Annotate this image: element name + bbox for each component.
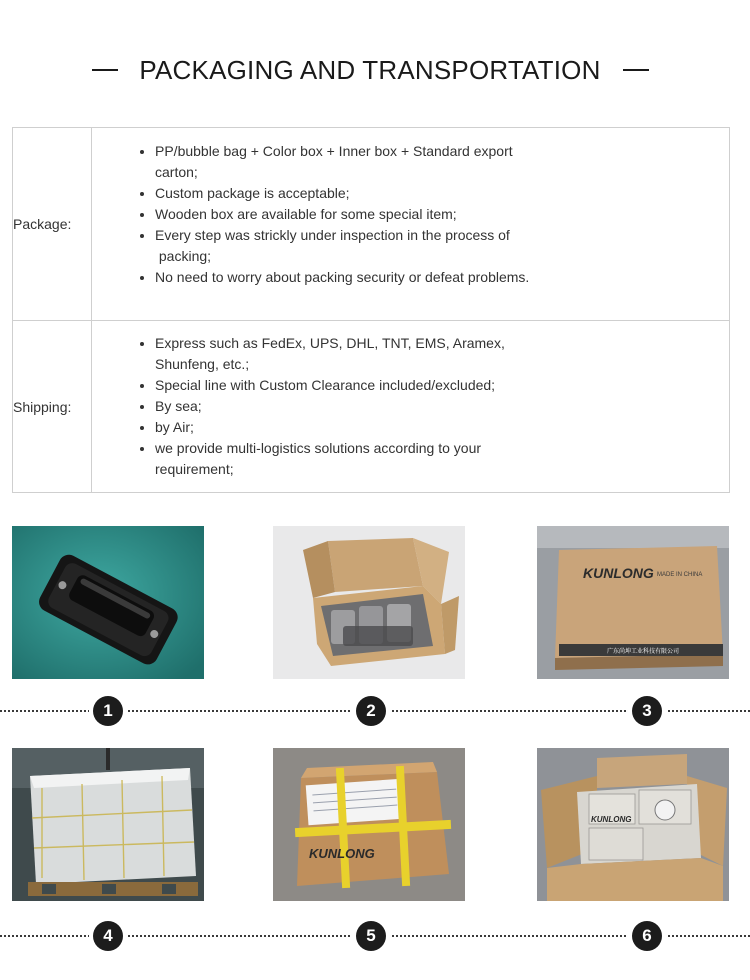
photo-open-box bbox=[273, 526, 465, 679]
photo-inner-boxes bbox=[537, 748, 729, 901]
photo-strapped-carton bbox=[273, 748, 465, 901]
list-item: By sea; bbox=[135, 396, 535, 417]
package-details bbox=[92, 128, 729, 320]
inner-boxes-image bbox=[537, 748, 729, 901]
step-badge-2: 2 bbox=[356, 696, 386, 726]
photo-branded-carton bbox=[537, 526, 729, 679]
step-badge-3: 3 bbox=[632, 696, 662, 726]
package-list bbox=[135, 141, 535, 288]
carton-brand-text: KUNLONG bbox=[583, 565, 654, 581]
list-item: by Air; bbox=[135, 417, 535, 438]
product-handle-image bbox=[12, 526, 204, 679]
photo-product-handle bbox=[12, 526, 204, 679]
photo-wrapped-pallet bbox=[12, 748, 204, 901]
wrapped-pallet-image bbox=[12, 748, 204, 901]
list-item: Every step was strickly under inspection in the process of packing; bbox=[135, 225, 535, 267]
list-item: we provide multi-logistics solutions according to your requirement; bbox=[135, 438, 535, 480]
strapped-carton-image bbox=[273, 748, 465, 901]
package-row bbox=[13, 128, 729, 321]
step-badge-5: 5 bbox=[356, 921, 386, 951]
carton-made-text: MADE IN CHINA bbox=[657, 572, 703, 578]
list-item: Express such as FedEx, UPS, DHL, TNT, EMS, Aramex, Shunfeng, etc.; bbox=[135, 333, 535, 375]
package-label: Package: bbox=[13, 128, 92, 320]
header-dash-right bbox=[623, 69, 649, 71]
carton-company-text: 广东尚坤工业科技有限公司 bbox=[607, 648, 680, 655]
shipping-label: Shipping: bbox=[13, 321, 92, 492]
step-badge-1: 1 bbox=[93, 696, 123, 726]
list-item: Wooden box are available for some special item; bbox=[135, 204, 535, 225]
list-item: No need to worry about packing security or defeat problems. bbox=[135, 267, 535, 288]
shipping-list bbox=[135, 333, 535, 480]
info-table bbox=[12, 127, 730, 493]
list-item: Custom package is acceptable; bbox=[135, 183, 535, 204]
step-badge-4: 4 bbox=[93, 921, 123, 951]
shipping-details bbox=[92, 321, 729, 492]
list-item: Special line with Custom Clearance included/excluded; bbox=[135, 375, 535, 396]
inner-box-brand-text: KUNLONG bbox=[591, 815, 632, 824]
shipping-row bbox=[13, 321, 729, 492]
list-item: PP/bubble bag + Color box + Inner box + Standard export carton; bbox=[135, 141, 535, 183]
carton-brand-text: KUNLONG bbox=[309, 846, 375, 861]
step-row-1 bbox=[0, 696, 750, 726]
branded-carton-image bbox=[537, 526, 729, 679]
step-badge-6: 6 bbox=[632, 921, 662, 951]
section-header bbox=[0, 52, 750, 92]
open-box-image bbox=[273, 526, 465, 679]
step-row-2 bbox=[0, 921, 750, 951]
page-title: PACKAGING AND TRANSPORTATION bbox=[139, 55, 601, 85]
